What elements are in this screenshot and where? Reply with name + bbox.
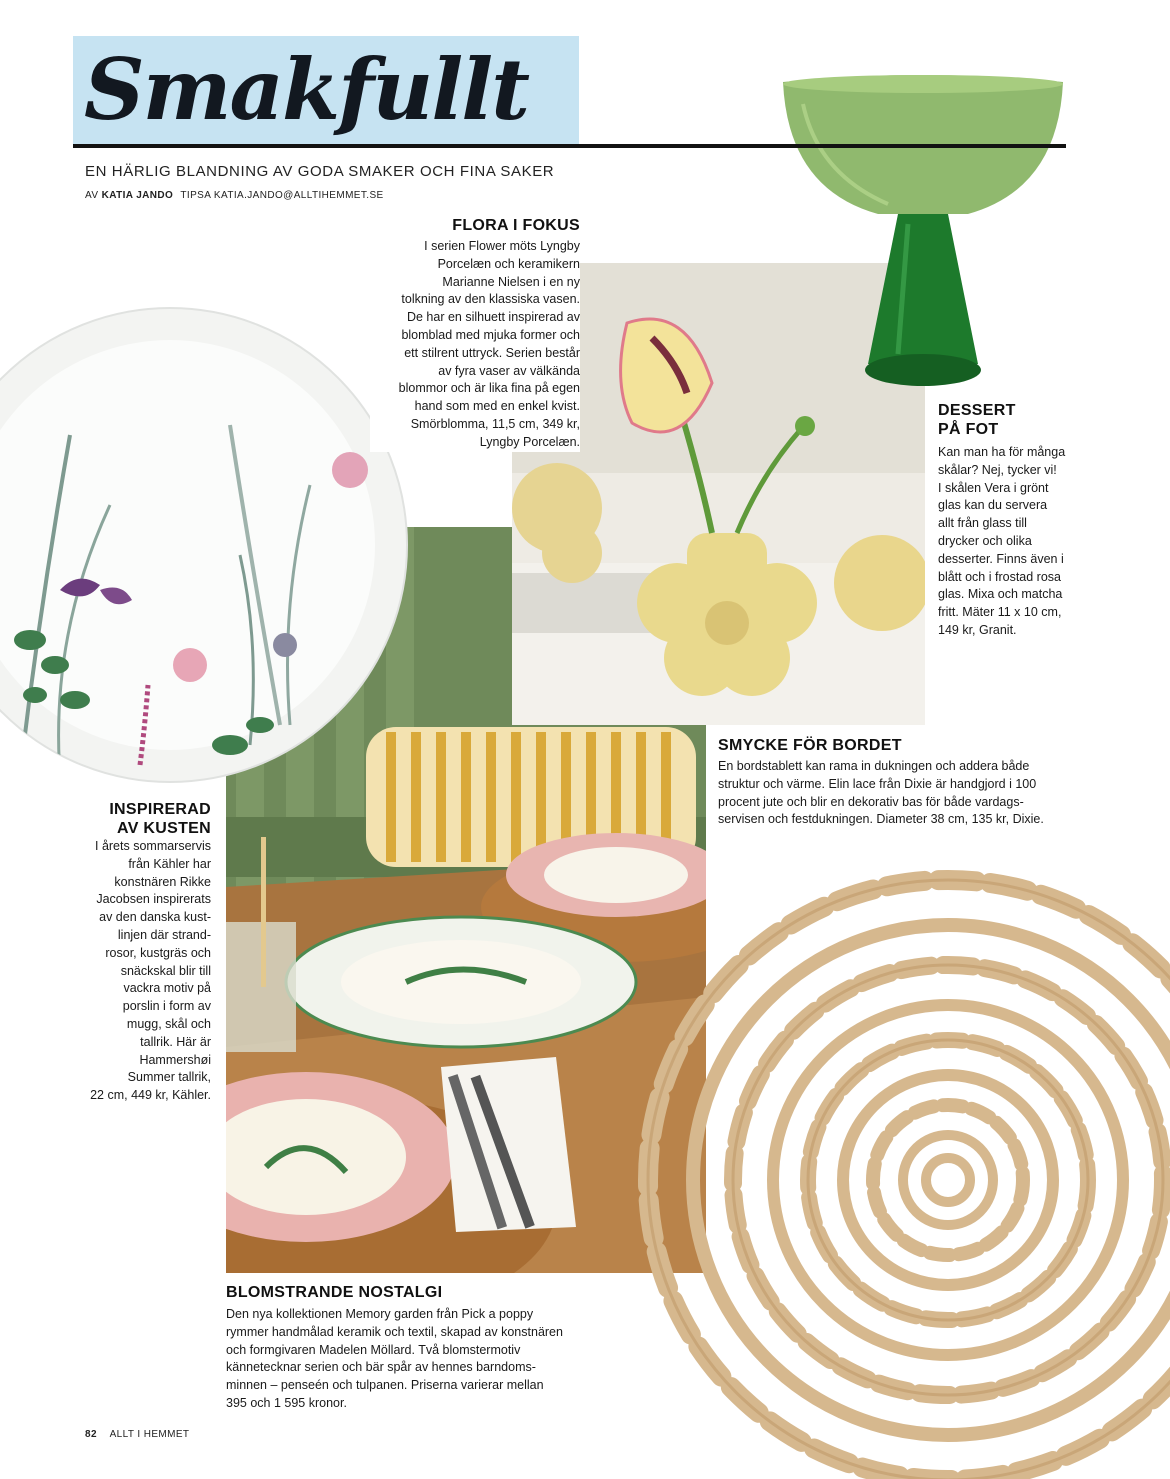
heading-line: INSPIRERAD [109,801,211,818]
smycke-body [718,758,1088,829]
text-line: 149 kr, Granit. [938,622,1017,637]
page-footer [85,1429,189,1440]
byline-prefix: AV [85,190,99,201]
smycke-heading: SMYCKE FÖR BORDET [718,737,902,754]
text-line: av den danska kust- [99,910,211,925]
blomstrande-body [226,1306,606,1413]
inspirerad-body [70,838,211,1105]
text-line: allt från glass till [938,516,1027,531]
text-line: Hammershøi [139,1052,211,1067]
green-glass-bowl-photo [778,74,1068,390]
text-line: 22 cm, 449 kr, Kähler. [90,1088,211,1103]
text-line: Lyngby Porcelæn. [479,434,580,449]
tip-email: TIPSA KATIA.JANDO@ALLTIHEMMET.SE [180,190,384,201]
text-line: desserter. Finns även i [938,551,1064,566]
byline [85,190,384,201]
text-line: blomblad med mjuka former och [401,327,580,342]
dessert-body [938,444,1116,640]
text-line: hand som med en enkel kvist. [414,399,580,414]
page-subtitle: EN HÄRLIG BLANDNING AV GODA SMAKER OCH FINA SAKER [85,163,555,180]
magazine-name: ALLT I HEMMET [109,1429,190,1440]
page-title: Smakfullt [84,40,528,139]
text-line: tolkning av den klassiska vasen. [401,292,580,307]
text-line: Den nya kollektionen Memory garden från Pick a poppy [226,1307,534,1321]
text-line: I serien Flower möts Lyngby [424,239,580,253]
text-line: från Kähler har [128,856,211,871]
text-line: I årets sommarservis [95,839,211,853]
author-name: KATIA JANDO [101,190,174,201]
porcelain-plate-photo [0,305,408,783]
text-line: blått och i frostad rosa [938,569,1061,584]
text-line: rymmer handmålad keramik och textil, skapad av konstnären [226,1324,563,1339]
text-line: kännetecknar serien och bär spår av hennes barndoms- [226,1360,536,1375]
text-line: av fyra vaser av välkända [438,363,580,378]
text-line: Summer tallrik, [127,1070,211,1085]
text-line: glas. Mixa och matcha [938,587,1063,602]
text-line: Jacobsen inspirerats [96,892,211,907]
text-line: och formgivaren Madelen Möllard. Två blomstermotiv [226,1342,521,1357]
page-number: 82 [85,1429,97,1440]
text-line: De har en silhuett inspirerad av [406,310,580,325]
text-line: fritt. Mäter 11 x 10 cm, [938,605,1062,620]
jute-placemat-photo [618,835,1170,1479]
text-line: procent jute och blir en dekorativ bas för både vardags- [718,794,1024,809]
blomstrande-heading: BLOMSTRANDE NOSTALGI [226,1284,443,1301]
text-line: glas kan du servera [938,498,1048,513]
text-line: konstnären Rikke [114,874,211,889]
text-line: Marianne Nielsen i en ny [442,274,580,289]
text-line: struktur och värme. Elin lace från Dixie är handgjord i 100 [718,776,1037,791]
text-line: snäckskal blir till [120,963,211,978]
text-line: rosor, kustgräs och [105,945,211,960]
text-line: blommor och är lika fina på egen [398,381,580,396]
heading-line: PÅ FOT [938,421,999,438]
text-line: skålar? Nej, tycker vi! [938,462,1057,477]
text-line: Porcelæn och keramikern [437,256,580,271]
text-line: 395 och 1 595 kronor. [226,1395,347,1410]
text-line: porslin i form av [122,999,211,1014]
text-line: En bordstablett kan rama in dukningen och addera både [718,759,1030,773]
flora-body [370,238,580,452]
text-line: servisen och festdukningen. Diameter 38 cm, 135 kr, Dixie. [718,812,1044,827]
heading-line: AV KUSTEN [117,820,211,837]
flora-heading: FLORA I FOKUS [452,217,580,234]
text-line: ett stilrent uttryck. Serien består [404,345,580,360]
text-line: I skålen Vera i grönt [938,480,1049,495]
dessert-heading [938,401,1118,439]
text-line: minnen – penseén och tulpanen. Priserna varierar mellan [226,1378,544,1393]
text-line: linjen där strand- [117,927,211,942]
header-rule [73,144,1066,148]
heading-line: DESSERT [938,402,1016,419]
text-line: Kan man ha för många [938,445,1066,459]
inspirerad-heading [70,800,211,838]
text-line: tallrik. Här är [140,1034,211,1049]
text-line: vackra motiv på [123,981,211,996]
text-line: drycker och olika [938,533,1032,548]
text-line: Smörblomma, 11,5 cm, 349 kr, [410,416,580,431]
text-line: mugg, skål och [126,1016,211,1031]
